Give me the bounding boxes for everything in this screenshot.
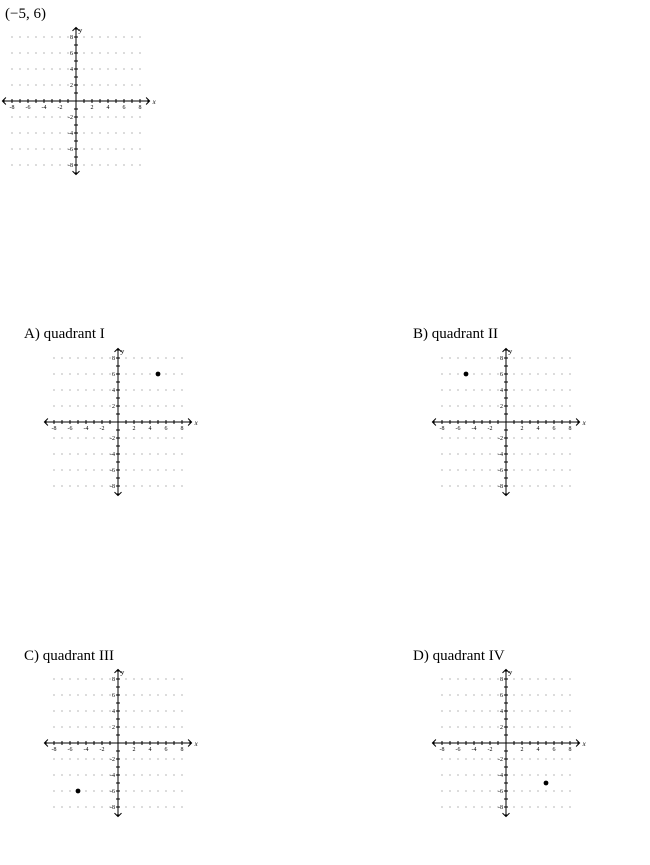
x-tick-label: -2 bbox=[487, 426, 493, 432]
y-tick-label: 8 bbox=[500, 677, 503, 683]
y-tick-label: -4 bbox=[110, 452, 115, 458]
plotted-point bbox=[76, 789, 81, 794]
y-axis-label: y bbox=[121, 668, 125, 677]
x-tick-label: 8 bbox=[568, 747, 572, 753]
y-tick-label: 2 bbox=[112, 725, 115, 731]
x-tick-label: -8 bbox=[51, 747, 57, 753]
x-axis-label: x bbox=[582, 419, 586, 427]
x-tick-label: 6 bbox=[164, 426, 168, 432]
y-tick-label: 2 bbox=[500, 725, 503, 731]
x-tick-label: 8 bbox=[138, 105, 142, 111]
axes bbox=[432, 669, 579, 816]
y-tick-label: -8 bbox=[498, 805, 503, 811]
choice-d-coordinate-plane bbox=[430, 668, 592, 820]
x-tick-label: -4 bbox=[41, 105, 47, 111]
axes bbox=[432, 348, 579, 495]
y-tick-label: -6 bbox=[68, 147, 73, 153]
x-tick-label: 8 bbox=[568, 426, 572, 432]
y-tick-label: -4 bbox=[110, 773, 115, 779]
x-tick-label: 2 bbox=[132, 426, 136, 432]
plotted-point bbox=[464, 372, 469, 377]
choice-c-label[interactable]: C) quadrant III bbox=[24, 648, 114, 664]
choice-a-label[interactable]: A) quadrant I bbox=[24, 326, 105, 342]
y-tick-label: 4 bbox=[500, 388, 503, 394]
x-tick-label: 6 bbox=[122, 105, 126, 111]
x-axis-label: x bbox=[194, 740, 198, 748]
x-tick-label: -6 bbox=[455, 426, 461, 432]
x-tick-label: 6 bbox=[552, 426, 556, 432]
x-tick-label: 4 bbox=[536, 426, 540, 432]
y-tick-label: 4 bbox=[112, 709, 115, 715]
axes bbox=[44, 669, 191, 816]
x-tick-label: -8 bbox=[51, 426, 57, 432]
y-tick-label: -6 bbox=[498, 468, 503, 474]
x-tick-label: -2 bbox=[487, 747, 493, 753]
x-tick-label: -8 bbox=[9, 105, 15, 111]
x-tick-label: -4 bbox=[83, 747, 89, 753]
x-tick-label: 2 bbox=[520, 747, 524, 753]
y-tick-label: 8 bbox=[112, 356, 115, 362]
x-tick-label: 8 bbox=[180, 747, 184, 753]
x-tick-label: 6 bbox=[552, 747, 556, 753]
x-tick-label: -6 bbox=[25, 105, 31, 111]
x-tick-label: -6 bbox=[67, 426, 73, 432]
y-tick-label: -2 bbox=[68, 115, 73, 121]
y-tick-label: -2 bbox=[498, 436, 503, 442]
y-tick-label: 2 bbox=[112, 404, 115, 410]
choice-b-coordinate-plane bbox=[430, 347, 592, 499]
choice-a-coordinate-plane bbox=[42, 347, 204, 499]
x-tick-label: -2 bbox=[57, 105, 63, 111]
y-tick-label: -4 bbox=[68, 131, 73, 137]
x-tick-label: -2 bbox=[99, 426, 105, 432]
y-tick-label: 6 bbox=[500, 372, 503, 378]
x-axis-label: x bbox=[582, 740, 586, 748]
x-axis-label: x bbox=[194, 419, 198, 427]
y-axis-label: y bbox=[121, 347, 125, 356]
x-tick-label: 4 bbox=[106, 105, 110, 111]
y-tick-label: -8 bbox=[110, 484, 115, 490]
y-tick-label: 2 bbox=[500, 404, 503, 410]
y-tick-label: 6 bbox=[112, 693, 115, 699]
y-tick-label: 4 bbox=[70, 67, 73, 73]
x-tick-label: -6 bbox=[455, 747, 461, 753]
x-tick-label: 4 bbox=[148, 426, 152, 432]
x-tick-label: -8 bbox=[439, 426, 445, 432]
x-tick-label: -4 bbox=[471, 747, 477, 753]
y-tick-label: -4 bbox=[498, 452, 503, 458]
x-tick-label: 6 bbox=[164, 747, 168, 753]
x-tick-label: -4 bbox=[471, 426, 477, 432]
x-tick-label: 2 bbox=[90, 105, 94, 111]
y-tick-label: -8 bbox=[68, 163, 73, 169]
x-tick-label: 4 bbox=[536, 747, 540, 753]
y-tick-label: -4 bbox=[498, 773, 503, 779]
y-tick-label: 4 bbox=[500, 709, 503, 715]
x-axis-label: x bbox=[152, 98, 156, 106]
y-axis-label: y bbox=[509, 347, 513, 356]
plotted-point bbox=[156, 372, 161, 377]
y-axis-label: y bbox=[79, 26, 83, 35]
y-tick-label: -2 bbox=[498, 757, 503, 763]
choice-c-coordinate-plane bbox=[42, 668, 204, 820]
y-tick-label: 2 bbox=[70, 83, 73, 89]
x-tick-label: 2 bbox=[520, 426, 524, 432]
question-point-label: (−5, 6) bbox=[5, 6, 46, 22]
y-axis-label: y bbox=[509, 668, 513, 677]
x-tick-label: -8 bbox=[439, 747, 445, 753]
y-tick-label: -6 bbox=[110, 789, 115, 795]
axes bbox=[44, 348, 191, 495]
choice-b-label[interactable]: B) quadrant II bbox=[413, 326, 498, 342]
x-tick-label: -4 bbox=[83, 426, 89, 432]
axes bbox=[2, 27, 149, 174]
y-tick-label: -8 bbox=[498, 484, 503, 490]
y-tick-label: 8 bbox=[70, 35, 73, 41]
choice-d-label[interactable]: D) quadrant IV bbox=[413, 648, 505, 664]
plotted-point bbox=[544, 781, 549, 786]
y-tick-label: -6 bbox=[498, 789, 503, 795]
x-tick-label: 8 bbox=[180, 426, 184, 432]
y-tick-label: 8 bbox=[500, 356, 503, 362]
y-tick-label: 4 bbox=[112, 388, 115, 394]
y-tick-label: -2 bbox=[110, 436, 115, 442]
x-tick-label: -6 bbox=[67, 747, 73, 753]
y-tick-label: 6 bbox=[500, 693, 503, 699]
question-coordinate-plane bbox=[0, 26, 162, 178]
y-tick-label: 6 bbox=[112, 372, 115, 378]
y-tick-label: -2 bbox=[110, 757, 115, 763]
x-tick-label: 2 bbox=[132, 747, 136, 753]
y-tick-label: 6 bbox=[70, 51, 73, 57]
y-tick-label: -8 bbox=[110, 805, 115, 811]
y-tick-label: -6 bbox=[110, 468, 115, 474]
x-tick-label: -2 bbox=[99, 747, 105, 753]
x-tick-label: 4 bbox=[148, 747, 152, 753]
y-tick-label: 8 bbox=[112, 677, 115, 683]
